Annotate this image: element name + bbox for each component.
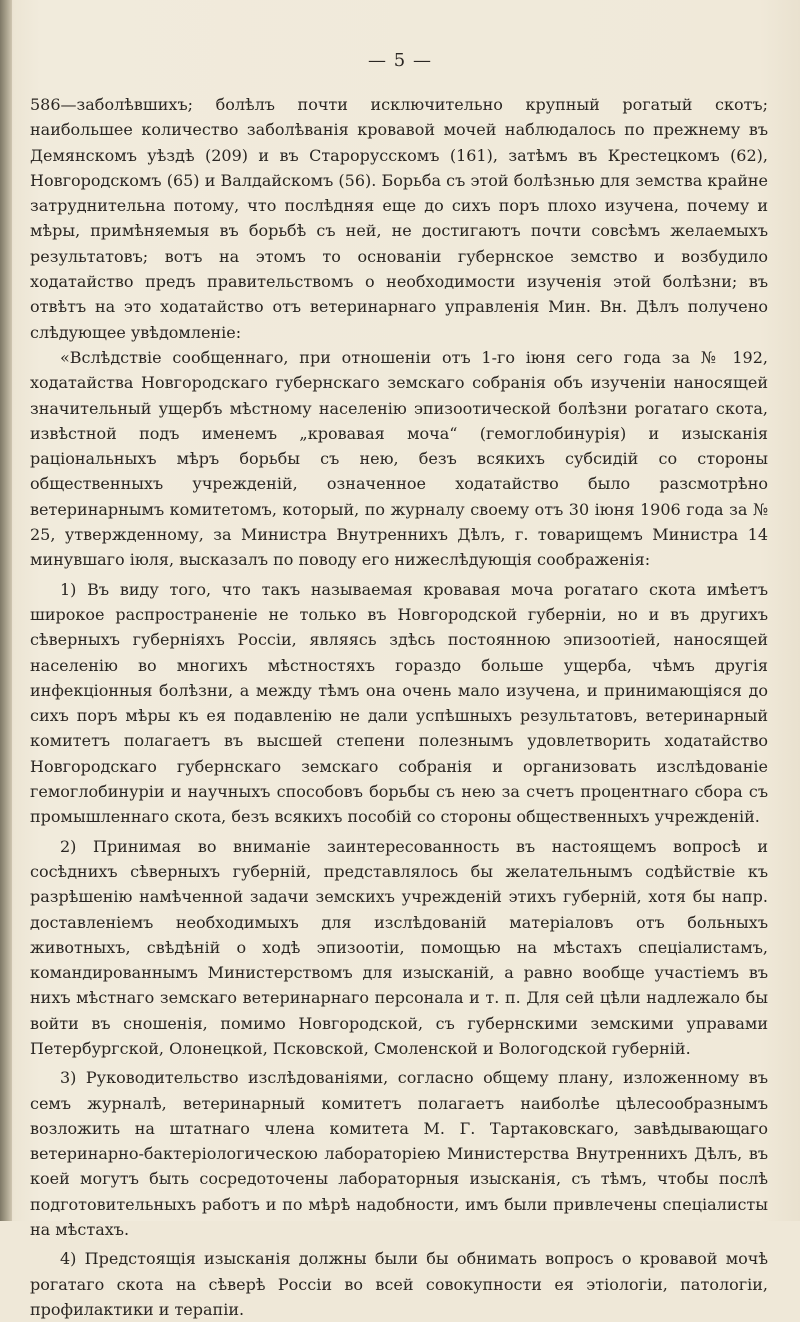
document-body	[30, 92, 768, 1322]
paragraph-point-1: 1) Въ виду того, что такъ называемая кровавая моча рогатаго скота имѣетъ широкое распространеніе не только въ Новгородской губерніи, но и въ другихъ сѣверныхъ губерніяхъ Россіи, являясь здѣсь постоянною эпизоотіей, наносящей населенію во многихъ мѣстностяхъ гораздо больше ущерба, чѣмъ другія инфекціонныя болѣзни, а между тѣмъ она очень мало изучена, и принимающіяся до сихъ поръ мѣры къ ея подавленію не дали успѣшныхъ результатовъ, ветеринарный комитетъ полагаетъ въ высшей степени полезнымъ удовлетворить ходатайство Новгородскаго губернскаго земскаго собранія и организовать изслѣдованіе гемоглобинуріи и научныхъ способовъ борьбы съ нею за счетъ процентнаго сбора съ промышленнаго скота, безъ всякихъ пособій со стороны общественныхъ учрежденій.	[30, 579, 768, 827]
paragraph-quote-start: «Вслѣдствіе сообщеннаго, при отношеніи отъ 1-го іюня сего года за № 192, ходатайства Новгородскаго губернскаго земскаго собранія объ изученіи наносящей значительный ущербъ мѣстному населенію эпизоотической болѣзни рогатаго скота, извѣстной подъ именемъ „кровавая моча“ (гемоглобинурія) и изысканія раціональныхъ мѣръ борьбы съ нею, безъ всякихъ субсидій со стороны общественныхъ учрежденій, означенное ходатайство было разсмотрѣно ветеринарнымъ комитетомъ, который, по журналу своему отъ 30 іюня 1906 года за № 25, утвержденному, за Министра Внутреннихъ Дѣлъ, г. товарищемъ Министра 14 минувшаго іюля, высказалъ по поводу его нижеслѣдующія соображенія:	[30, 347, 768, 570]
paragraph-point-3: 3) Руководительство изслѣдованіями, согласно общему плану, изложенному въ семъ журналѣ, ветеринарный комитетъ полагаетъ наиболѣе цѣлесообразнымъ возложить на штатнаго члена комитета М. Г. Тартаковскаго, завѣдывающаго ветеринарно-бактеріологическою лабораторіею Министерства Внутреннихъ Дѣлъ, въ коей могутъ быть сосредоточены лабораторныя изысканія, съ тѣмъ, чтобы послѣ подготовительныхъ работъ и по мѣрѣ надобности, имъ были привлечены спеціалисты на мѣстахъ.	[30, 1068, 768, 1240]
paragraph-intro: 586—заболѣвшихъ; болѣлъ почти исключительно крупный рогатый скотъ; наибольшее количество заболѣванія кровавой мочей наблюдалось по прежнему въ Демянскомъ уѣздѣ (209) и въ Старорусскомъ (161), затѣмъ въ Крестецкомъ (62), Новгородскомъ (65) и Валдайскомъ (56). Борьба съ этой болѣзнью для земства крайне затруднительна потому, что послѣдняя еще до сихъ поръ плохо изучена, почему и мѣры, примѣняемыя въ борьбѣ съ ней, не достигаютъ почти совсѣмъ желаемыхъ результатовъ; вотъ на этомъ то основаніи губернское земство и возбудило ходатайство предъ правительствомъ о необходимости изученія этой болѣзни; въ отвѣтъ на это ходатайство отъ ветеринарнаго управленія Мин. Вн. Дѣлъ получено слѣдующее увѣдомленіе:	[30, 95, 768, 342]
page-number: — 5 —	[368, 50, 432, 71]
paragraph-point-4: 4) Предстоящія изысканія должны были бы обнимать вопросъ о кровавой мочѣ рогатаго скота на сѣверѣ Россіи во всей совокупности ея этіологіи, патологіи, профилактики и терапіи.	[30, 1249, 768, 1319]
paragraph-point-2: 2) Принимая во вниманіе заинтересованность въ настоящемъ вопросѣ и сосѣднихъ сѣверныхъ губерній, представлялось бы желательнымъ содѣйствіе къ разрѣшенію намѣченной задачи земскихъ учрежденій этихъ губерній, хотя бы напр. доставленіемъ необходимыхъ для изслѣдованій матеріаловъ отъ больныхъ животныхъ, свѣдѣній о ходѣ эпизоотіи, помощью на мѣстахъ спеціалистамъ, командированнымъ Министерствомъ для изысканій, а равно вообще участіемъ въ нихъ мѣстнаго земскаго ветеринарнаго персонала и т. п. Для сей цѣли надлежало бы войти въ сношенія, помимо Новгородской, съ губернскими земскими управами Петербургской, Олонецкой, Псковской, Смоленской и Вологодской губерній.	[30, 836, 768, 1058]
page-binding-edge	[0, 0, 12, 1221]
